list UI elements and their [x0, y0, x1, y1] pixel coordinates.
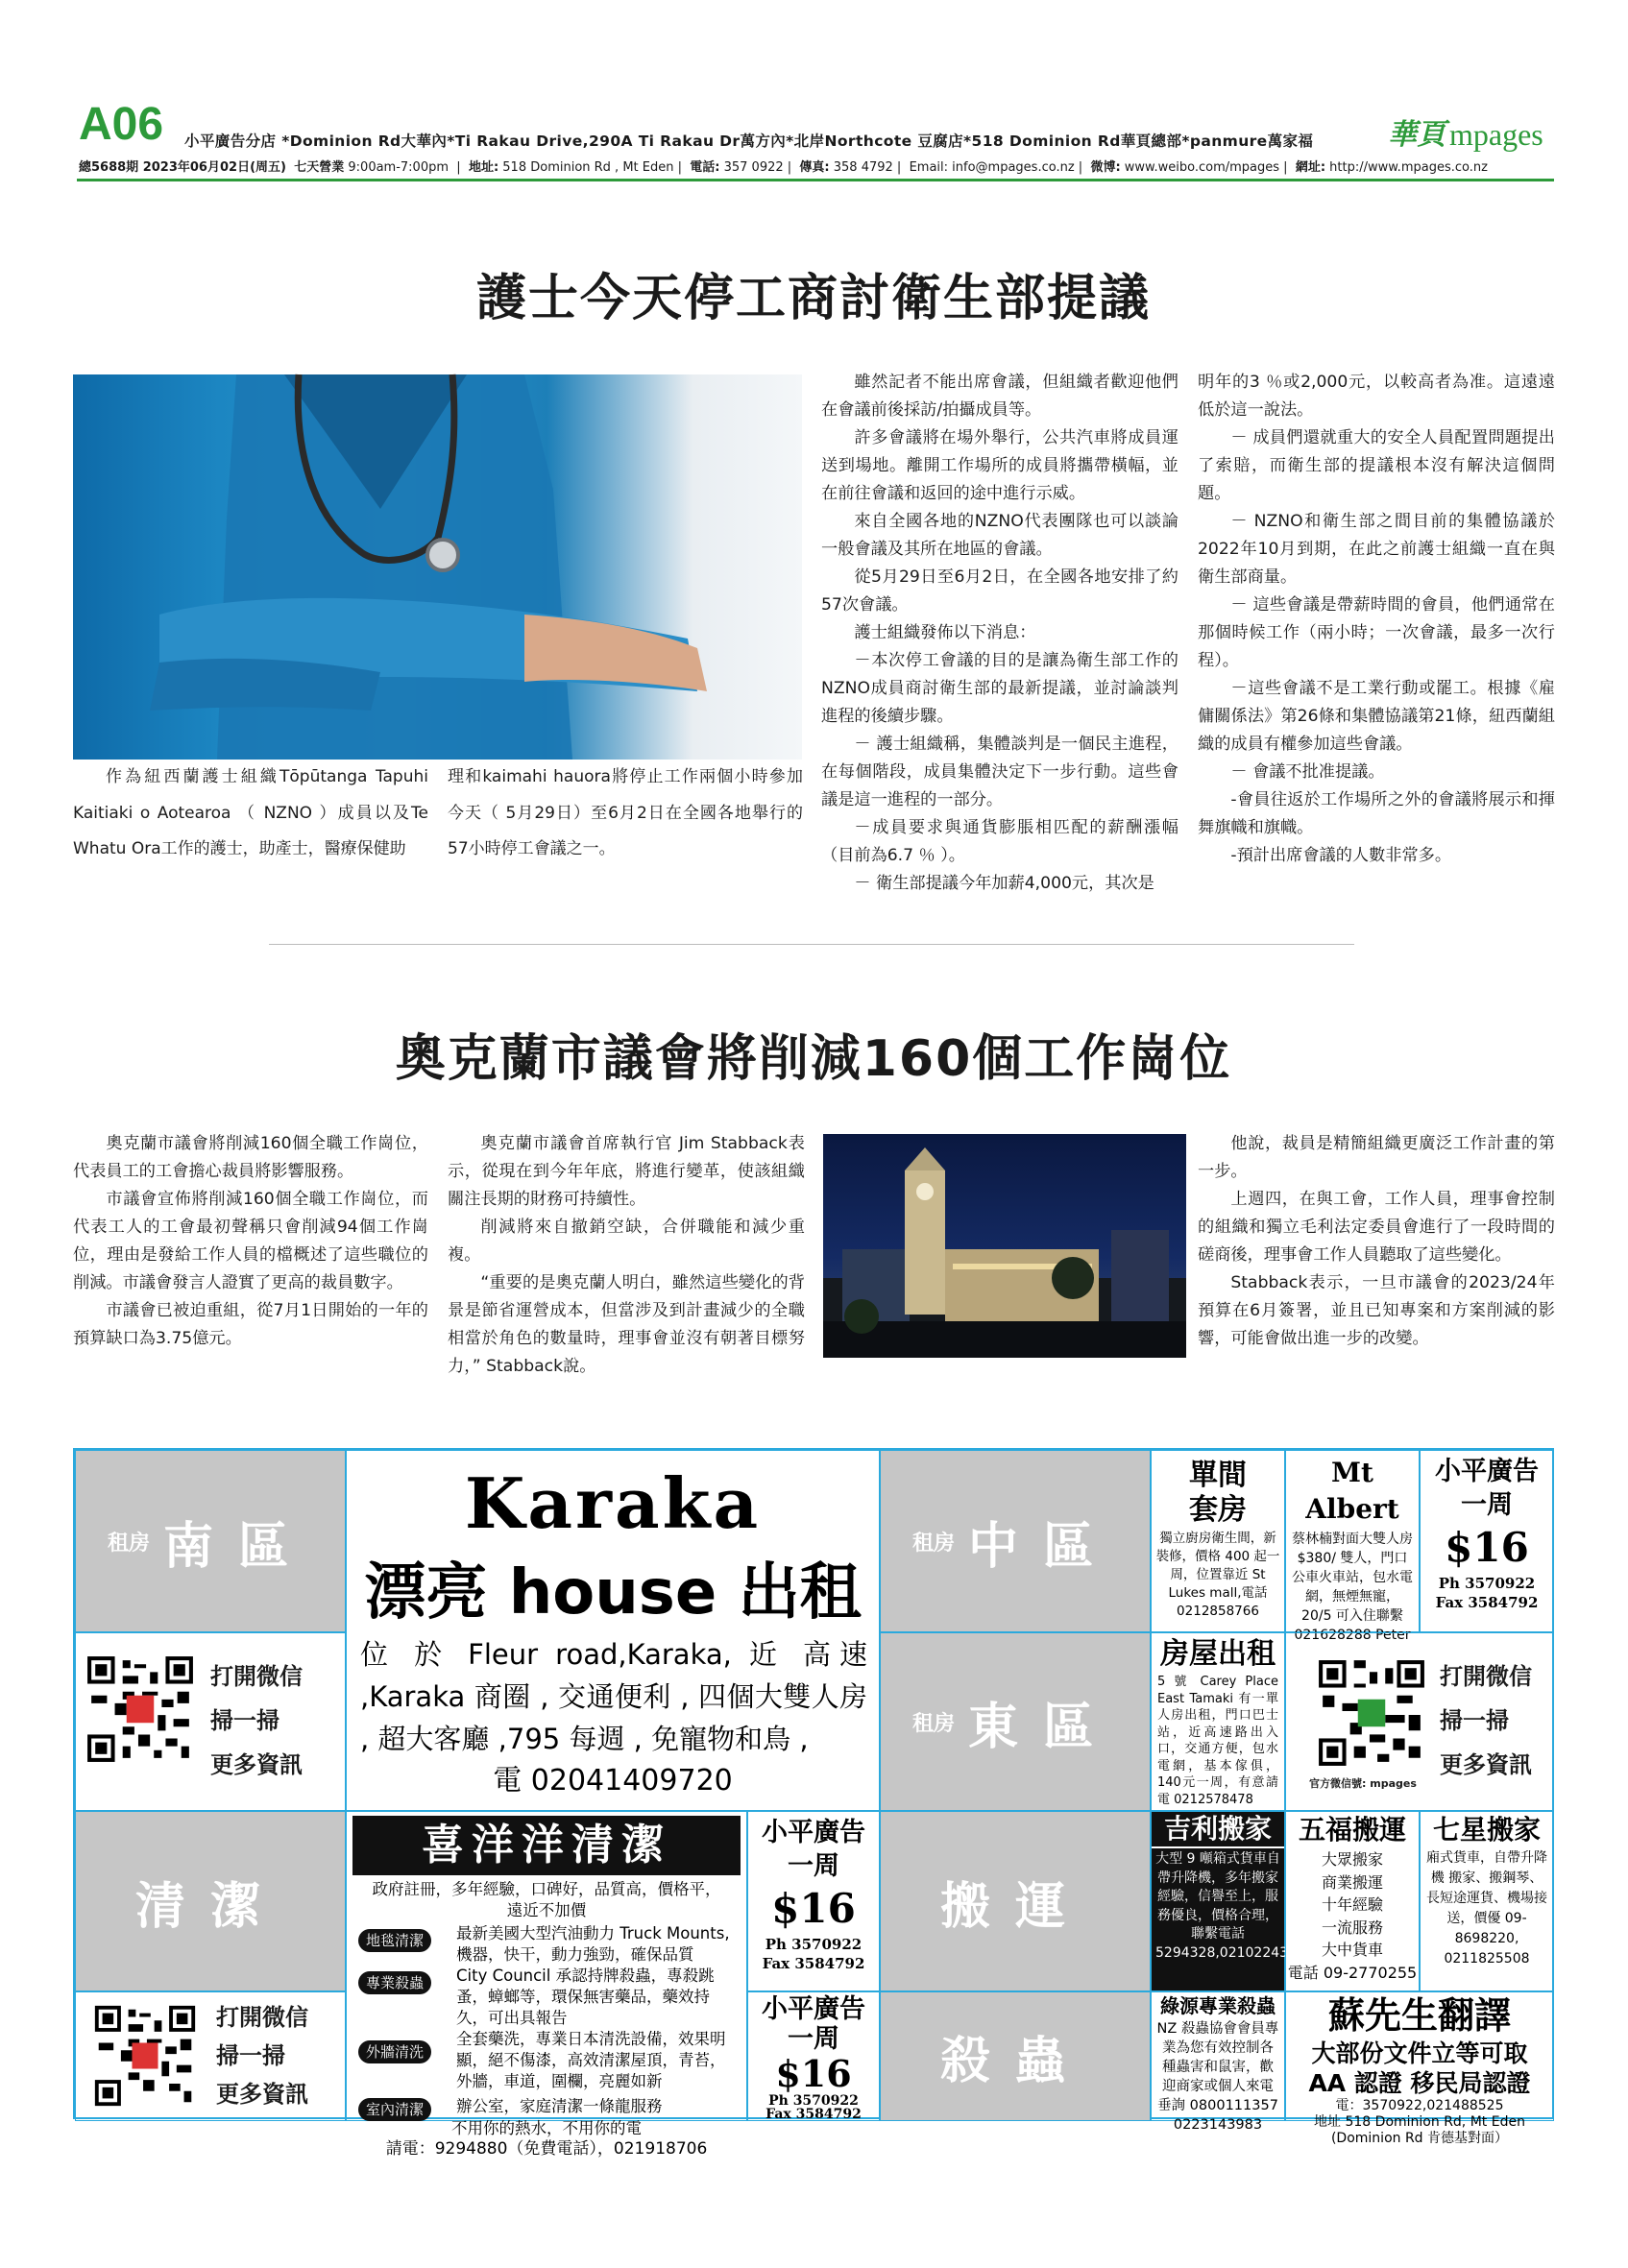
qr-code-icon [1315, 1656, 1428, 1770]
para: 雖然記者不能出席會議，但組織者歡迎他們在會議前後採訪/拍攝成員等。 [821, 373, 1178, 420]
info-line: 總5688期 2023年06月02日(周五) 七天營業 9:00am-7:00pm | 地址: 518 Dominion Rd , Mt Eden | 電話: 357 0922 | 傳真: 358 4792 | Email: info@mpages.co.nz | 微博: www.weibo.com/mpages | 網址: http://www.mpages.co.nz [79, 160, 1488, 175]
lvyuan-pest-ad[interactable] [1151, 1991, 1285, 2133]
xp-fax: Fax 3584792 [765, 2107, 862, 2122]
qixing-title: 七星搬家 [1432, 1814, 1541, 1846]
para: － NZNO和衛生部之間目前的集體協議於2022年10月到期，在此之前護士組織一直在與衛生部商量。 [1198, 512, 1555, 587]
para: 來自全國各地的NZNO代表團隊也可以談論一般會議及其所在地區的會議。 [821, 512, 1178, 559]
para: 市議會宣佈將削減160個全職工作崗位，而代表工人的工會最初聲稱只會削減94個工作崗位，理由是發給工作人員的檔概述了這些職位的削減。市議會發言人證實了更高的裁員數字。 [73, 1190, 428, 1292]
para: － 會議不批准提議。 [1230, 762, 1385, 782]
para: 市議會已被迫重組，從7月1日開始的一年的預算缺口為3.75億元。 [73, 1301, 428, 1348]
jili-title: 吉利搬家 [1152, 1812, 1284, 1848]
para: 護士組織發佈以下消息： [854, 623, 1036, 642]
branch-list: 小平廣告分店 *Dominion Rd大華內*Ti Rakau Drive,290A Ti Rakau Dr萬方內*北岸Northcote 豆腐店*518 Dominion Rd華頁總部*panmure萬家福 [184, 133, 1314, 150]
para: －這些會議不是工業行動或罷工。根據《雇傭關係法》第26條和集體協議第21條，紐西蘭組織的成員有權參加這些會議。 [1198, 679, 1555, 754]
cat-label: 東區 [968, 1698, 1119, 1756]
house-body: 5 號 Carey Place East Tamaki 有一單人房出租，門口巴士站，近高速路出入口，交通方便，包水電網，基本傢俱，140元一周，有意請電 0212578478 [1157, 1675, 1278, 1807]
para: 削減將來自撤銷空缺，合併職能和減少重複。 [448, 1218, 805, 1265]
council-building-photo [823, 1134, 1186, 1358]
su-address: 地址 518 Dominion Rd, Mt Eden [1314, 2114, 1525, 2130]
para: 他說，裁員是精簡組織更廣泛工作計畫的第一步。 [1198, 1134, 1555, 1181]
qixing-moving-ad[interactable] [1420, 1811, 1554, 1991]
su-phone: 電：3570922,021488525 [1335, 2098, 1504, 2113]
article2-col2 [448, 1130, 805, 1381]
cat-small: 租房 [911, 1531, 955, 1556]
qr-text-line: 打開微信 [210, 1663, 303, 1690]
xp-fax: Fax 3584792 [1435, 1594, 1539, 1611]
para: -會員往返於工作場所之外的會議將展示和揮舞旗幟和旗幟。 [1198, 790, 1555, 837]
cleaning-intro: 政府註冊，多年經驗，口碑好，品質高，價格平，遠近不加價 [372, 1880, 721, 1919]
wufu-moving-ad[interactable] [1285, 1811, 1420, 1991]
logo-mark: 華頁 [1388, 118, 1446, 152]
article2-col3 [1198, 1130, 1555, 1353]
qr-text-line: 更多資訊 [210, 1751, 303, 1778]
xp-sub: 一周 [788, 1851, 839, 1881]
cat-small: 租房 [911, 1711, 955, 1736]
category-pest [880, 1991, 1151, 2121]
header-rule [77, 179, 1554, 181]
para: －本次停工會議的目的是讓為衛生部工作的NZNO成員商討衛生部的最新提議，並討論談判進程的後續步驟。 [821, 651, 1178, 726]
qr-text [1440, 1654, 1532, 1787]
service-tag: 室內清潔 [358, 2098, 431, 2121]
article2-title: 奧克蘭市議會將削減160個工作崗位 [395, 1030, 1232, 1088]
xiaoping-ad-3[interactable] [747, 1991, 880, 2121]
qr-text-line: 掃一掃 [210, 1707, 279, 1734]
para: 許多會議將在場外舉行，公共汽車將成員運送到場地。離開工作場所的成員將攜帶橫幅，並在前往會議和返回的途中進行示威。 [821, 428, 1178, 503]
para: － 衛生部提議今年加薪4,000元，其次是 [854, 874, 1154, 893]
xp-phone: Ph 3570922 [768, 2093, 859, 2109]
jili-moving-ad[interactable] [1151, 1811, 1314, 1991]
logo-text: mpages [1449, 117, 1543, 152]
xp-phone: Ph 3570922 [1438, 1575, 1536, 1592]
article1-title: 護士今天停工商討衛生部提議 [475, 270, 1151, 327]
service-desc: City Council 承認持牌殺蟲，專殺跳蚤，蟑螂等，環保無害藥品，藥效持久，可出具報告 [456, 1966, 715, 2027]
qr-code-icon [84, 1653, 197, 1766]
mt-albert-body: 蔡林楠對面大雙人房 $380/ 雙人，門口公車火車站，包水電網，無煙無寵，20/5 可入住聯繫 021628288 Peter [1292, 1532, 1413, 1643]
qr-pattern [91, 2002, 199, 2110]
nurse-photo [73, 374, 802, 760]
para: 上週四，在與工會，工作人員，理事會控制的組織和獨立毛利法定委員會進行了一段時間的磋商後，理事會工作人員聽取了這些變化。 [1198, 1190, 1555, 1265]
xp-title: 小平廣告 [762, 1818, 865, 1847]
para: 從5月29日至6月2日，在全國各地安排了約57次會議。 [821, 567, 1178, 615]
su-line-2: AA 認證 移民局認證 [1308, 2069, 1531, 2097]
article1-col1 [821, 369, 1178, 898]
website[interactable]: http://www.mpages.co.nz [1329, 160, 1488, 175]
para: － 成員們還就重大的安全人員配置問題提出了索賠，而衛生部的提議根本沒有解決這個問題。 [1198, 428, 1555, 503]
lvyuan-title: 綠源專業殺蟲 [1160, 1994, 1276, 2017]
mt-albert-ad[interactable] [1285, 1450, 1420, 1643]
cleaning-title: 喜洋洋清潔 [352, 1816, 741, 1875]
para: －成員要求與通貨膨脹相匹配的薪酬漲幅（目前為6.7 ％ ）。 [821, 818, 1178, 865]
single-body: 獨立廚房衛生間，新裝修，價格 400 起一周，位置靠近 St Lukes mall,電話 0212858766 [1155, 1531, 1280, 1619]
single-title-1: 單間 [1189, 1459, 1247, 1492]
xp-price: $16 [1445, 1524, 1529, 1571]
xiaoping-ad-1[interactable] [1420, 1450, 1554, 1632]
karaka-subheading: 漂亮 house 出租 [364, 1557, 862, 1629]
article-divider [269, 944, 1354, 945]
qr-text-line: 掃一掃 [1440, 1707, 1509, 1734]
para: 奧克蘭市議會將削減160個全職工作崗位，代表員工的工會擔心裁員將影響服務。 [73, 1134, 428, 1181]
cat-label: 搬運 [939, 1877, 1090, 1936]
cleaning-services [347, 1921, 746, 2119]
su-translation-ad[interactable] [1285, 1991, 1554, 2146]
qixing-body: 廂式貨車，自帶升降機 搬家、搬鋼琴、長短途運貨、機場接送，價優 09-8698220, 0211825508 [1426, 1850, 1547, 1966]
lvyuan-body: NZ 殺蟲協會會員專業為您有效控制各種蟲害和鼠害，歡迎商家或個人來電垂詢 0800111357 0223143983 [1156, 2021, 1279, 2133]
category-cleaning [75, 1811, 346, 1991]
caption-b-text: 理和kaimahi hauora將停止工作兩個小時參加今天（ 5月29日）至6月2日在全國各地舉行的57小時停工會議之一。 [448, 767, 803, 858]
karaka-body: 位 於 Fleur road,Karaka, 近 高速 ,Karaka 商圈 , 交通便利 , 四個大雙人房 , 超大客廳 ,795 每週 , 免寵物和鳥 , [360, 1638, 867, 1755]
su-line-1: 大部份文件立等可取 [1311, 2039, 1528, 2067]
qr-caption: 官方微信號: mpages [1309, 1777, 1417, 1790]
xiaoping-ad-2[interactable] [747, 1811, 880, 1991]
qr-text-line: 打開微信 [1440, 1663, 1532, 1690]
service-tag: 地毯清潔 [358, 1929, 431, 1952]
wufu-title: 五福搬運 [1298, 1814, 1406, 1846]
clock-tower-illustration [823, 1134, 1186, 1358]
nurse-illustration [73, 374, 802, 760]
para: “重要的是奧克蘭人明白，雖然這些變化的背景是節省運營成本，但當涉及到計畫減少的全職相當於角色的數量時，理事會並沒有朝著目標努力，” Stabback說。 [448, 1273, 805, 1376]
qr-pattern [1315, 1656, 1428, 1770]
service-desc: 最新美國大型汽油動力 Truck Mounts,機器，快干，動力強勁，確保品質 [456, 1924, 730, 1964]
karaka-heading: Karaka [464, 1462, 762, 1544]
issue-date: 總5688期 2023年06月02日(周五) [79, 160, 286, 175]
wufu-body: 大眾搬家 商業搬運 十年經驗 一流服務 大中貨車 電話 09-2770255 [1287, 1850, 1418, 1982]
tel: 357 0922 [723, 160, 784, 175]
qr-pattern [84, 1653, 197, 1766]
category-central [880, 1450, 1151, 1632]
service-desc: 全套藥洗，專業日本清洗設備，效果明顯，絕不傷漆，高效清潔屋頂，青苔，外牆，車道，圍欄，亮麗如新 [456, 2030, 726, 2090]
para: -預計出席會議的人數非常多。 [1230, 846, 1452, 865]
single-title-2: 套房 [1189, 1493, 1247, 1527]
weibo-label: 微博: [1090, 160, 1121, 175]
wechat-qr-1[interactable] [75, 1632, 346, 1811]
jili-body: 大型 9 噸箱式貨車自帶升降機，多年搬家經驗，信譽至上，服務優良，價格合理，聯繫電話 5294328,02102243108 [1155, 1851, 1314, 1961]
fax-label: 傳真: [799, 160, 830, 175]
qr-text-line: 更多資訊 [1440, 1751, 1532, 1778]
xp-title: 小平廣告 [762, 1994, 865, 2024]
hours-label: 七天營業 [294, 160, 345, 175]
cat-label: 南區 [163, 1517, 314, 1576]
xp-phone: Ph 3570922 [765, 1936, 863, 1953]
classified-ads [73, 1448, 1554, 2159]
page-number: A06 [79, 99, 164, 150]
hours: 9:00am-7:00pm [348, 160, 450, 175]
cleaning-phone: 請電：9294880（免費電話），021918706 [385, 2139, 708, 2159]
photo1-caption-a [73, 760, 428, 868]
caption-a-text: 作為紐西蘭護士組織Tōpūtanga Tapuhi Kaitiaki o Aotearoa （ NZNO ）成員以及Te Whatu Ora工作的護士，助產士，醫療保健助 [73, 767, 428, 858]
cleaning-ad[interactable] [346, 1811, 747, 2159]
web-label: 網址: [1295, 160, 1326, 175]
address: 518 Dominion Rd , Mt Eden [502, 160, 674, 175]
email[interactable]: Email: info@mpages.co.nz [909, 160, 1075, 175]
qr-text-line: 更多資訊 [216, 2081, 308, 2108]
qr-code-icon [91, 2002, 199, 2110]
qr-text [210, 1654, 303, 1787]
para: Stabback表示，一旦市議會的2023/24年預算在6月簽署，並且已知專案和方案削減的影響，可能會做出進一步的改變。 [1198, 1273, 1555, 1348]
wechat-qr-2[interactable] [1285, 1632, 1554, 1811]
karaka-phone: 電 02041409720 [493, 1764, 733, 1798]
house-rent-ad[interactable] [1151, 1632, 1285, 1811]
su-address-note: (Dominion Rd 肯德基對面） [1330, 2131, 1509, 2146]
para: － 這些會議是帶薪時間的會員，他們通常在那個時候工作（兩小時；一次會議，最多一次行程）。 [1198, 595, 1555, 670]
fax: 358 4792 [833, 160, 893, 175]
address-label: 地址: [468, 160, 499, 175]
service-tag: 專業殺蟲 [358, 1971, 431, 1994]
xp-sub: 一周 [1461, 1490, 1513, 1520]
cat-label: 中區 [968, 1517, 1119, 1576]
xp-sub: 一周 [788, 2024, 839, 2054]
karaka-ad[interactable] [346, 1450, 880, 1811]
xp-price: $16 [775, 2052, 852, 2095]
category-south [75, 1450, 346, 1632]
single-room-ad[interactable] [1151, 1450, 1285, 1632]
article1-col2 [1198, 369, 1555, 870]
cat-label: 清潔 [134, 1877, 285, 1936]
su-title: 蘇先生翻譯 [1327, 1994, 1511, 2037]
xp-title: 小平廣告 [1435, 1457, 1539, 1486]
qr-text-line: 掃一掃 [216, 2042, 285, 2069]
service-desc: 辦公室，家庭清潔一條龍服務 [456, 2097, 663, 2115]
qr-text [216, 1998, 308, 2113]
mt-albert-title: Mt Albert [1305, 1457, 1399, 1525]
house-title: 房屋出租 [1160, 1637, 1276, 1671]
cat-label: 殺蟲 [939, 2033, 1090, 2090]
article2-col1 [73, 1130, 428, 1353]
cleaning-foot-1: 不用你的熱水，不用你的電 [451, 2119, 642, 2137]
photo1-caption-b [448, 760, 803, 868]
para: － 護士組織稱，集體談判是一個民主進程，在每個階段，成員集體決定下一步行動。這些會議是這一進程的一部分。 [821, 735, 1178, 809]
para: 明年的3 ％或2,000元，以較高者為准。這遠遠低於這一說法。 [1198, 373, 1555, 420]
service-tag: 外牆清洗 [358, 2040, 431, 2063]
weibo[interactable]: www.weibo.com/mpages [1124, 160, 1280, 175]
category-east [880, 1632, 1151, 1811]
wechat-qr-3[interactable] [75, 1991, 346, 2121]
qr-text-line: 打開微信 [216, 2004, 308, 2031]
cat-small: 租房 [107, 1531, 150, 1556]
tel-label: 電話: [690, 160, 720, 175]
para: 奧克蘭市議會首席執行官 Jim Stabback表示，從現在到今年年底，將進行變革，使該組織關注長期的財務可持續性。 [448, 1134, 805, 1209]
xp-fax: Fax 3584792 [762, 1955, 865, 1972]
category-moving [880, 1811, 1151, 1991]
mpages-logo [1388, 110, 1543, 153]
xp-price: $16 [771, 1885, 856, 1932]
